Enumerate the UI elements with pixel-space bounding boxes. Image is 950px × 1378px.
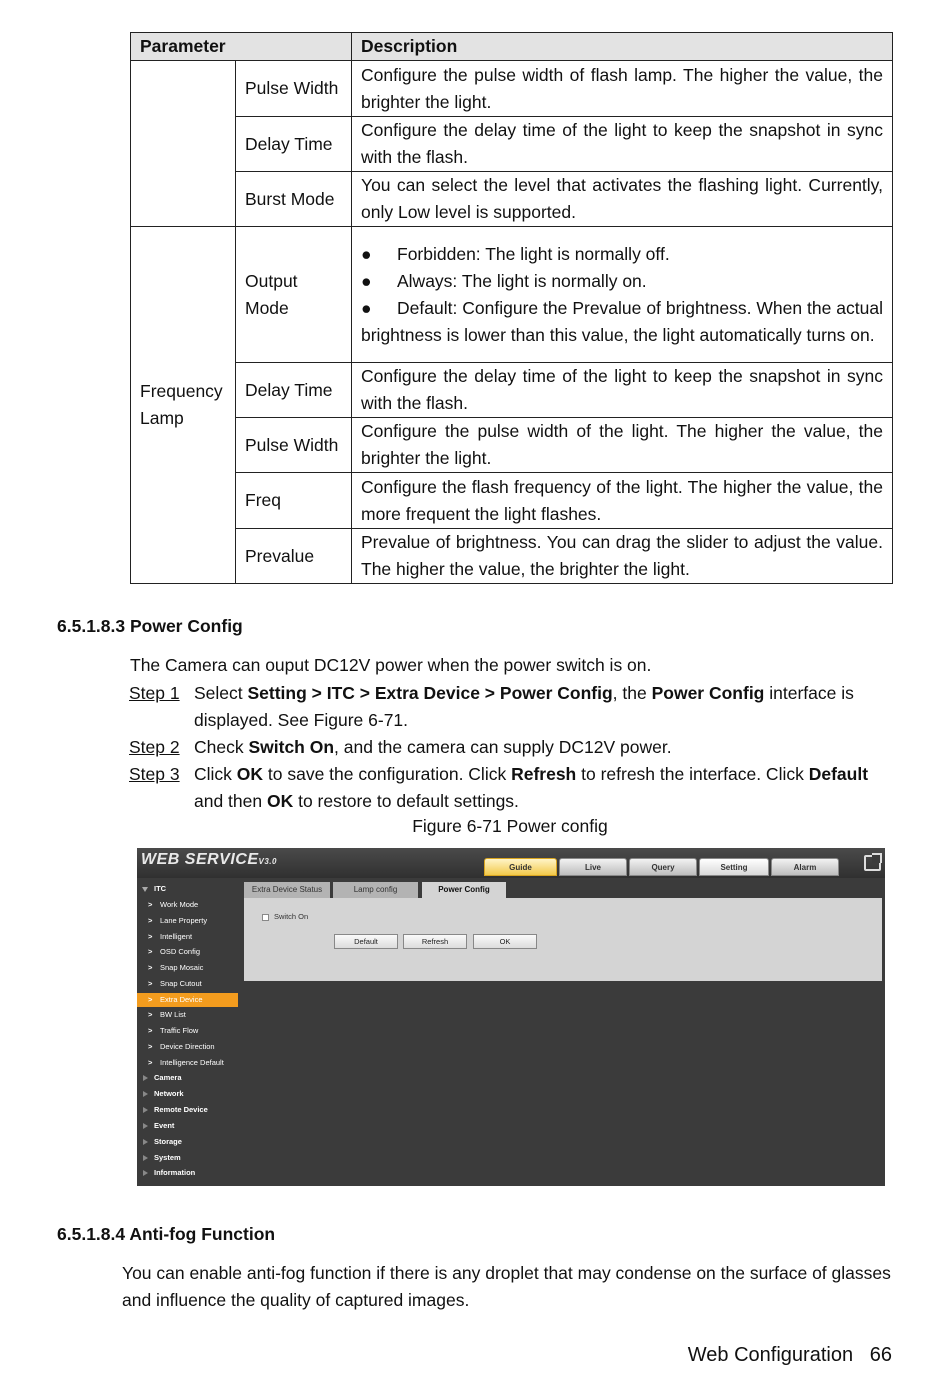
desc-cell: Configure the delay time of the light to keep the snapshot in sync with the flash. (352, 363, 893, 418)
bullet-item (361, 295, 883, 349)
step-3 (129, 761, 895, 815)
sidebar-item-device-direction[interactable]: > Device Direction (137, 1040, 238, 1054)
sidebar-item-work-mode[interactable]: > Work Mode (137, 898, 238, 912)
section-heading-power-config: 6.5.1.8.3 Power Config (57, 616, 243, 636)
bullet-item (361, 268, 883, 295)
page-footer (688, 1344, 892, 1367)
param-cell: Burst Mode (236, 172, 352, 227)
figure-caption: Figure 6-71 Power config (412, 816, 608, 836)
nav-live[interactable]: Live (559, 858, 627, 876)
sidebar-item-traffic-flow[interactable]: > Traffic Flow (137, 1024, 238, 1038)
nav-guide[interactable]: Guide (484, 858, 557, 876)
desc-cell: Configure the pulse width of flash lamp. The higher the value, the brighter the light. (352, 61, 893, 117)
group-cell-frequency-lamp: Frequency Lamp (131, 227, 236, 584)
nav-query[interactable]: Query (629, 858, 697, 876)
tab-lamp-config[interactable]: Lamp config (333, 882, 418, 898)
anti-fog-text: You can enable anti-fog function if there is any droplet that may condense on the surface of glasses and influence the quality of captured images. (122, 1263, 891, 1310)
sidebar-item-intelligent[interactable]: > Intelligent (137, 930, 238, 944)
ok-button[interactable]: OK (473, 934, 537, 949)
desc-cell: You can select the level that activates the flashing light. Currently, only Low level is supported. (352, 172, 893, 227)
bullet-text: Always: The light is normally on. (397, 270, 647, 291)
header-parameter: Parameter (131, 33, 352, 61)
sidebar-item-remote-device[interactable]: Remote Device (137, 1103, 238, 1117)
param-cell: Freq (236, 473, 352, 529)
desc-cell: Configure the flash frequency of the light. The higher the value, the more frequent the light flashes. (352, 473, 893, 529)
bullet-item (361, 241, 883, 268)
power-config-intro: The Camera can ouput DC12V power when the power switch is on. (130, 655, 652, 675)
parameter-table (130, 32, 893, 584)
param-cell: Delay Time (236, 363, 352, 418)
param-cell: Pulse Width (236, 61, 352, 117)
step-text: Select Setting > ITC > Extra Device > Power Config, the Power Config interface is displayed. See Figure 6-71. (194, 683, 854, 730)
step-1 (129, 680, 895, 734)
web-service-logo: WEB SERVICEV3.0 (141, 851, 277, 868)
sidebar (137, 882, 241, 1186)
sidebar-item-bw-list[interactable]: > BW List (137, 1008, 238, 1022)
sidebar-item-lane-property[interactable]: > Lane Property (137, 914, 238, 928)
step-label: Step 2 (129, 737, 180, 757)
step-label: Step 1 (129, 683, 180, 703)
step-text: Check Switch On, and the camera can supply DC12V power. (194, 737, 672, 757)
sidebar-item-extra-device[interactable]: > Extra Device (137, 993, 238, 1007)
logout-icon[interactable] (864, 855, 881, 871)
desc-cell: Prevalue of brightness. You can drag the slider to adjust the value. The higher the value, the brighter the light. (352, 529, 893, 584)
page-number: 66 (869, 1344, 892, 1366)
web-service-screenshot (137, 848, 885, 1186)
group-cell-empty (131, 61, 236, 227)
sidebar-item-osd-config[interactable]: > OSD Config (137, 945, 238, 959)
nav-setting[interactable]: Setting (699, 858, 769, 876)
default-button[interactable]: Default (334, 934, 398, 949)
table-row (131, 227, 893, 363)
bullet-icon: ● (361, 243, 372, 264)
switch-on-checkbox[interactable] (262, 914, 269, 921)
desc-cell-bullets (352, 227, 893, 363)
sidebar-item-network[interactable]: Network (137, 1087, 238, 1101)
bullet-text: Forbidden: The light is normally off. (397, 243, 670, 264)
top-bar (137, 848, 885, 878)
param-cell: Pulse Width (236, 418, 352, 473)
desc-cell: Configure the pulse width of the light. The higher the value, the brighter the light. (352, 418, 893, 473)
bullet-text: Default: Configure the Prevalue of brightness. When the actual brightness is lower than this value, the light automatically turns on. (361, 297, 883, 345)
table-row (131, 363, 893, 418)
param-cell: Output Mode (236, 227, 352, 363)
table-row (131, 473, 893, 529)
sidebar-item-event[interactable]: Event (137, 1119, 238, 1133)
sidebar-item-itc[interactable]: ITC (137, 882, 238, 896)
table-row (131, 418, 893, 473)
sidebar-item-snap-mosaic[interactable]: > Snap Mosaic (137, 961, 238, 975)
footer-section: Web Configuration (687, 1344, 854, 1366)
bullet-icon: ● (361, 270, 372, 291)
table-row (131, 117, 893, 172)
tab-power-config[interactable]: Power Config (422, 882, 506, 898)
sidebar-item-system[interactable]: System (137, 1151, 238, 1165)
sidebar-item-snap-cutout[interactable]: > Snap Cutout (137, 977, 238, 991)
sidebar-item-intelligence-default[interactable]: > Intelligence Default (137, 1056, 238, 1070)
sidebar-item-information[interactable]: Information (137, 1166, 238, 1180)
table-header-row (131, 33, 893, 61)
bullet-icon: ● (361, 297, 372, 318)
step-2 (129, 734, 895, 761)
tab-extra-device-status[interactable]: Extra Device Status (244, 882, 330, 898)
step-label: Step 3 (129, 764, 180, 784)
sidebar-item-camera[interactable]: Camera (137, 1071, 238, 1085)
sidebar-item-storage[interactable]: Storage (137, 1135, 238, 1149)
refresh-button[interactable]: Refresh (403, 934, 467, 949)
param-cell: Delay Time (236, 117, 352, 172)
desc-cell: Configure the delay time of the light to keep the snapshot in sync with the flash. (352, 117, 893, 172)
param-cell: Prevalue (236, 529, 352, 584)
section-heading-anti-fog: 6.5.1.8.4 Anti-fog Function (57, 1224, 276, 1244)
switch-on-label: Switch On (274, 912, 309, 921)
table-row (131, 61, 893, 117)
table-row (131, 529, 893, 584)
step-text: Click OK to save the configuration. Click Refresh to refresh the interface. Click Default and then OK to restore to default settings. (194, 764, 869, 811)
table-row (131, 172, 893, 227)
header-description: Description (352, 33, 893, 61)
nav-alarm[interactable]: Alarm (771, 858, 839, 876)
